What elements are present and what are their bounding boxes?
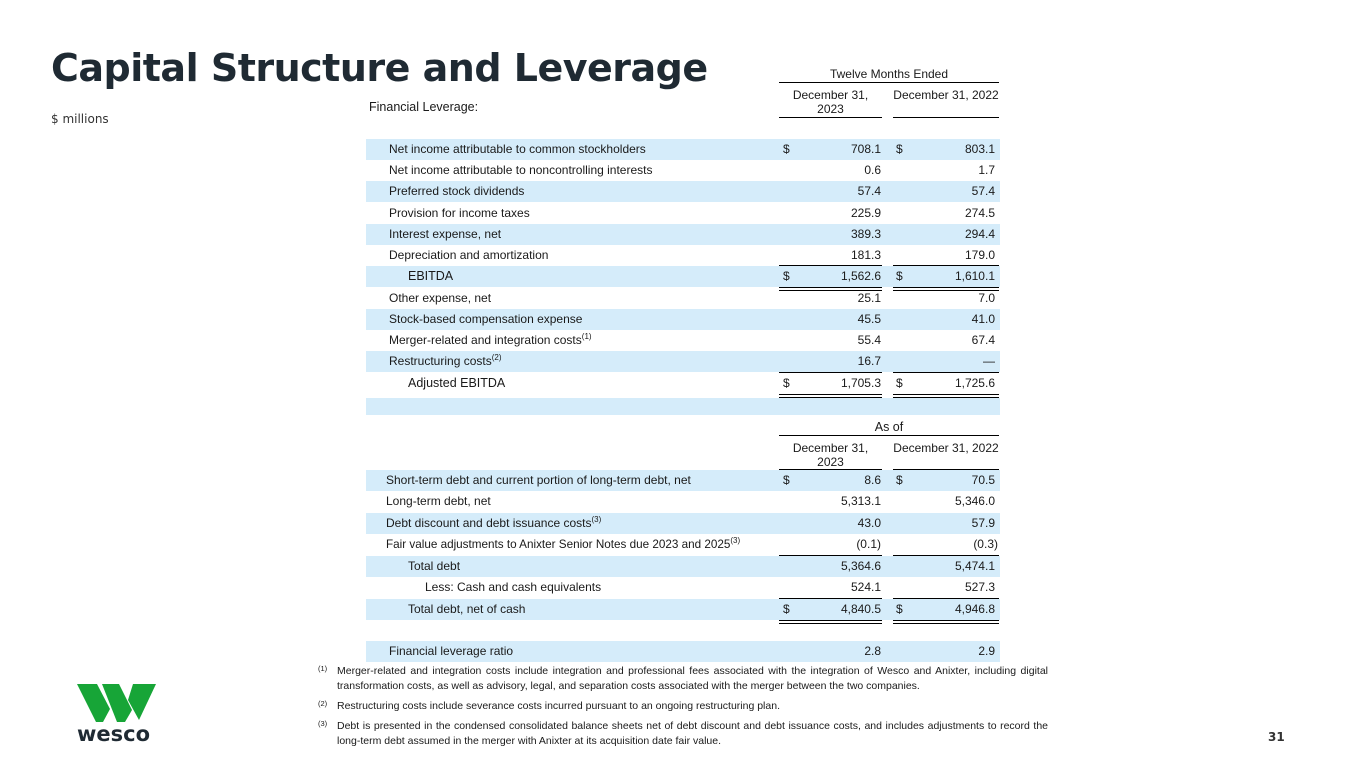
row-label: [389, 351, 501, 372]
page-title: Capital Structure and Leverage: [51, 46, 708, 90]
row-label: [386, 513, 601, 534]
footnote-text: Merger-related and integration costs include integration and professional fees associated with the integration of Wesco and Anixter, including digital transformation costs, as well as advisory, legal, and separation costs associated with the merger between the two companies.: [337, 665, 1048, 692]
row-label: Less: Cash and cash equivalents: [425, 580, 602, 594]
currency-symbol: $: [896, 602, 903, 616]
row-label: Net income attributable to common stockholders: [389, 142, 646, 156]
total-rule: [893, 620, 999, 621]
col2-header: December 31, 2022: [893, 441, 999, 455]
period-header: Twelve Months Ended: [829, 67, 949, 81]
footnote-text: Debt is presented in the condensed consolidated balance sheets net of debt discount and debt issuance costs, and includes adjustments to record the long-term debt assumed in the merger with Anixter at its acquisition date fair value.: [337, 720, 1048, 747]
value-2022: 1,725.6: [954, 376, 995, 390]
value-2023: 16.7: [857, 354, 881, 368]
value-2023: 8.6: [864, 473, 881, 487]
currency-symbol: $: [896, 269, 903, 283]
table-row: [366, 599, 1000, 620]
footnote-ref: (3): [591, 515, 602, 524]
row-label: Long-term debt, net: [386, 494, 491, 508]
row-label: Other expense, net: [389, 291, 492, 305]
table-row: [366, 641, 1000, 662]
row-label: [386, 534, 740, 555]
header-rule: [779, 435, 999, 436]
currency-symbol: $: [783, 269, 790, 283]
row-label: Stock-based compensation expense: [389, 312, 583, 326]
value-2023: 2.8: [864, 644, 881, 658]
row-label: Total debt: [408, 559, 461, 573]
row-label: Financial leverage ratio: [389, 644, 514, 658]
header-rule: [779, 82, 999, 83]
total-rule: [779, 623, 882, 624]
value-2022: 2.9: [978, 644, 995, 658]
currency-symbol: $: [896, 473, 903, 487]
footnote-text: Restructuring costs include severance costs incurred pursuant to an ongoing restructuring plan.: [337, 700, 780, 712]
col1-header: December 31, 2023: [792, 441, 869, 469]
value-2023: 389.3: [850, 227, 881, 241]
value-2022: 5,346.0: [954, 494, 995, 508]
value-2023: 45.5: [857, 312, 881, 326]
footnote: [318, 699, 1048, 714]
section-label: Financial Leverage:: [369, 100, 479, 114]
currency-symbol: $: [783, 473, 790, 487]
table-row: [366, 577, 1000, 598]
value-2023: (0.1): [856, 537, 881, 551]
col1-header: December 31, 2023: [792, 88, 869, 116]
value-2022: 70.5: [971, 473, 995, 487]
value-2022: 41.0: [971, 312, 995, 326]
row-label: Short-term debt and current portion of long-term debt, net: [386, 473, 691, 487]
page-number: 31: [1268, 730, 1285, 744]
footnote: [318, 719, 1048, 749]
col1-header-rule: [779, 117, 882, 118]
currency-symbol: $: [783, 142, 790, 156]
currency-symbol: $: [896, 376, 903, 390]
table-row: [366, 139, 1000, 160]
units-subtitle: $ millions: [51, 112, 109, 126]
table-row: [366, 288, 1000, 309]
row-label-text: Restructuring costs: [389, 354, 492, 368]
value-2023: 5,364.6: [840, 559, 881, 573]
value-2023: 1,705.3: [840, 376, 881, 390]
value-2023: 0.6: [864, 163, 881, 177]
footnote-mark: (2): [318, 699, 328, 708]
wesco-wordmark: wesco: [77, 722, 151, 746]
table-row: [366, 491, 1000, 512]
wesco-w-icon: [77, 684, 157, 722]
value-2023: 5,313.1: [840, 494, 881, 508]
spacer-row: [366, 398, 1000, 415]
table-row: [366, 203, 1000, 224]
value-2023: 181.3: [850, 248, 881, 262]
row-label: Interest expense, net: [389, 227, 502, 241]
table-row: [366, 160, 1000, 181]
value-2023: 225.9: [850, 206, 881, 220]
row-label: EBITDA: [408, 269, 454, 283]
table-row: [366, 373, 1000, 394]
currency-symbol: $: [783, 602, 790, 616]
currency-symbol: $: [896, 142, 903, 156]
total-rule: [893, 623, 999, 624]
footnote-ref: (2): [491, 353, 502, 362]
value-2022: 7.0: [978, 291, 995, 305]
value-2023: 708.1: [850, 142, 881, 156]
row-label: Adjusted EBITDA: [408, 376, 506, 390]
row-label: [389, 330, 592, 351]
value-2022: 274.5: [964, 206, 995, 220]
value-2022: 57.9: [971, 516, 995, 530]
table-row: [366, 534, 1000, 555]
table-row: [366, 266, 1000, 287]
period-header: As of: [874, 420, 904, 434]
value-2023: 25.1: [857, 291, 881, 305]
value-2022: 527.3: [964, 580, 995, 594]
value-2023: 57.4: [857, 184, 881, 198]
value-2022: 1.7: [978, 163, 995, 177]
row-label: Total debt, net of cash: [408, 602, 526, 616]
row-label-text: Merger-related and integration costs: [389, 333, 582, 347]
total-rule: [779, 620, 882, 621]
row-label-text: Fair value adjustments to Anixter Senior Notes due 2023 and 2025: [386, 538, 731, 551]
footnote-mark: (3): [318, 719, 328, 728]
value-2022: —: [983, 354, 995, 368]
footnote-ref: (1): [581, 332, 592, 341]
table-row: [366, 556, 1000, 577]
value-2023: 43.0: [857, 516, 881, 530]
value-2023: 55.4: [857, 333, 881, 347]
row-label: Depreciation and amortization: [389, 248, 549, 262]
value-2022: (0.3): [973, 537, 998, 551]
table-row: [366, 351, 1000, 372]
row-label: Provision for income taxes: [389, 206, 530, 220]
value-2023: 1,562.6: [840, 269, 881, 283]
table-row: [366, 245, 1000, 266]
total-rule: [779, 394, 882, 395]
row-label: Preferred stock dividends: [389, 184, 525, 198]
value-2022: 57.4: [971, 184, 995, 198]
row-label: Net income attributable to noncontrolling interests: [389, 163, 653, 177]
footnote-ref: (3): [730, 536, 741, 545]
value-2022: 4,946.8: [954, 602, 995, 616]
table-row: [366, 470, 1000, 491]
total-rule: [893, 394, 999, 395]
col2-header-rule: [893, 117, 999, 118]
value-2022: 294.4: [964, 227, 995, 241]
table-row: [366, 330, 1000, 351]
footnote-mark: (1): [318, 664, 328, 673]
value-2022: 67.4: [971, 333, 995, 347]
wesco-logo: [77, 684, 157, 744]
currency-symbol: $: [783, 376, 790, 390]
table-row: [366, 513, 1000, 534]
table-row: [366, 181, 1000, 202]
value-2023: 4,840.5: [840, 602, 881, 616]
table-row: [366, 309, 1000, 330]
footnote: [318, 664, 1048, 694]
value-2022: 179.0: [964, 248, 995, 262]
row-label-text: Debt discount and debt issuance costs: [386, 516, 592, 530]
value-2022: 803.1: [964, 142, 995, 156]
footnotes: [318, 664, 1048, 754]
value-2023: 524.1: [850, 580, 881, 594]
table-row: [366, 224, 1000, 245]
value-2022: 1,610.1: [954, 269, 995, 283]
col2-header: December 31, 2022: [893, 88, 999, 102]
value-2022: 5,474.1: [954, 559, 995, 573]
